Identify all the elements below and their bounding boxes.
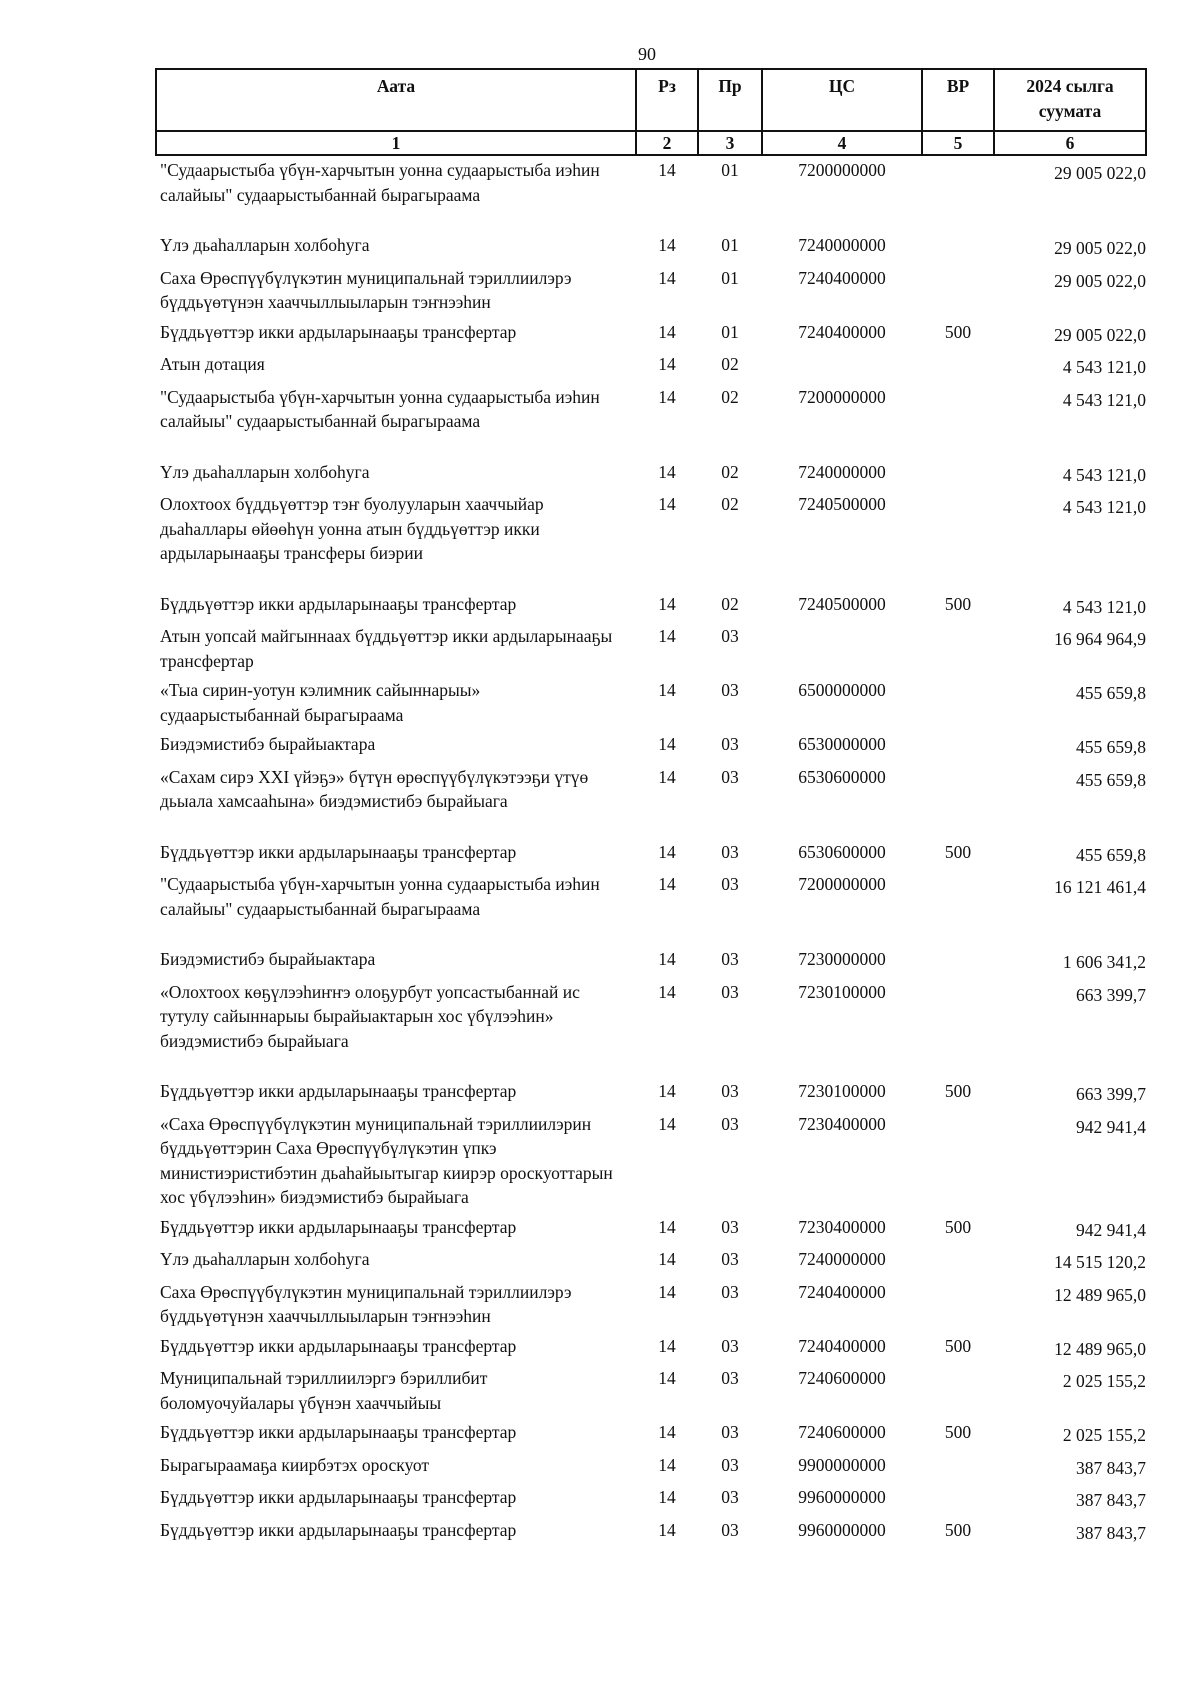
row-vr: [922, 155, 994, 231]
row-name: Үлэ дьаһалларын холбоһуга: [160, 1249, 370, 1269]
row-cs: 7230000000: [798, 949, 886, 969]
row-cs: 7230100000: [798, 981, 886, 1002]
row-cs: 7240400000: [798, 321, 886, 342]
row-vr: [922, 231, 994, 264]
row-pr: 01: [721, 235, 739, 255]
row-pr: 03: [721, 1422, 739, 1442]
row-rz: 14: [658, 494, 676, 514]
row-name: Саха Өрөспүүбүлүкэтин муниципальнай тэриллиилэрэ бүддьүөтүнэн хааччыллыыларын тэҥнээһин: [160, 1281, 572, 1326]
row-name: Биэдэмистибэ бырайыактара: [160, 949, 376, 969]
row-amount: 4 543 121,0: [1062, 596, 1146, 617]
row-vr: 500: [944, 321, 972, 342]
table-row: [156, 1516, 1146, 1549]
row-pr: 03: [721, 1281, 739, 1302]
table-row: [156, 1077, 1146, 1110]
row-name: Үлэ дьаһалларын холбоһуга: [160, 235, 370, 255]
table-row: [156, 350, 1146, 383]
table-row: [156, 838, 1146, 871]
row-pr: 03: [721, 1519, 739, 1540]
row-name: Олохтоох бүддьүөттэр тэҥ буолууларын хааччыйар дьаһаллары өйөөһүн уонна атын бүддьүөттэр икки ардыларынааҕы трансферы биэрии: [160, 494, 544, 563]
row-cs: 7200000000: [798, 386, 886, 407]
table-row: [156, 622, 1146, 676]
table-header: [156, 69, 1146, 155]
row-rz: 14: [658, 626, 676, 646]
row-rz: 14: [658, 680, 676, 700]
row-rz: 14: [658, 321, 676, 342]
row-vr: [922, 350, 994, 383]
row-rz: 14: [658, 1081, 676, 1101]
row-pr: 03: [721, 1081, 739, 1101]
row-amount: 12 489 965,0: [1054, 1338, 1146, 1359]
row-rz: 14: [658, 160, 676, 180]
row-name: Биэдэмистибэ бырайыактара: [160, 734, 376, 754]
row-vr: [922, 383, 994, 458]
table-row: [156, 1332, 1146, 1365]
row-name: "Судаарыстыба үбүн-харчытын уонна судаарыстыба иэһин салайыы" судаарыстыбаннай бырагыраама: [160, 160, 600, 205]
row-cs: 7240500000: [798, 494, 886, 514]
row-vr: 500: [944, 1216, 972, 1237]
row-name: Бүддьүөттэр икки ардыларынааҕы трансфертар: [160, 1216, 517, 1237]
row-pr: 01: [721, 160, 739, 180]
column-number: 5: [922, 131, 994, 155]
header-rz: Рз: [636, 69, 698, 131]
row-rz: 14: [658, 981, 676, 1002]
row-rz: 14: [658, 766, 676, 787]
row-amount: 455 659,8: [1076, 844, 1146, 865]
table-row: [156, 264, 1146, 318]
row-pr: 03: [721, 680, 739, 700]
row-cs: 9960000000: [798, 1487, 886, 1507]
row-vr: [922, 1245, 994, 1278]
row-vr: [922, 870, 994, 945]
row-amount: 12 489 965,0: [1054, 1284, 1146, 1305]
row-vr: [922, 1451, 994, 1484]
row-vr: 500: [944, 841, 972, 862]
row-name: Бүддьүөттэр икки ардыларынааҕы трансфертар: [160, 1335, 517, 1356]
table-row: [156, 730, 1146, 763]
row-cs: 7240600000: [798, 1368, 886, 1388]
table-row: [156, 155, 1146, 231]
row-rz: 14: [658, 1519, 676, 1540]
row-rz: 14: [658, 593, 676, 614]
row-cs: 7240000000: [798, 235, 886, 255]
table-row: [156, 231, 1146, 264]
row-cs: 7200000000: [798, 874, 886, 894]
column-number: 1: [156, 131, 636, 155]
row-vr: [922, 1364, 994, 1418]
row-cs: 7230100000: [798, 1081, 886, 1101]
row-name: Атын дотация: [160, 354, 265, 374]
column-number-row: [156, 131, 1146, 155]
row-name: Бырагыраамаҕа киирбэтэх ороскуот: [160, 1454, 430, 1475]
row-pr: 03: [721, 841, 739, 862]
row-cs: 7230400000: [798, 1113, 886, 1134]
table-body: [156, 155, 1146, 1548]
row-vr: [922, 1110, 994, 1213]
row-name: «Олохтоох көҕүлээһиҥҥэ олоҕурбут уопсастыбаннай ис тутулу сайыннарыы бырайыактарын хос үбүлээһин» биэдэмистибэ бырайыага: [160, 981, 580, 1051]
row-rz: 14: [658, 874, 676, 894]
row-rz: 14: [658, 1281, 676, 1302]
header-name: Аата: [156, 69, 636, 131]
row-amount: 387 843,7: [1076, 1522, 1146, 1543]
row-amount: 14 515 120,2: [1054, 1252, 1146, 1272]
row-vr: 500: [944, 1335, 972, 1356]
table-row: [156, 1483, 1146, 1516]
row-amount: 4 543 121,0: [1062, 497, 1146, 517]
row-name: Үлэ дьаһалларын холбоһуга: [160, 461, 370, 482]
row-cs: 6530000000: [798, 734, 886, 754]
row-pr: 03: [721, 734, 739, 754]
row-name: Бүддьүөттэр икки ардыларынааҕы трансфертар: [160, 1519, 517, 1540]
row-rz: 14: [658, 267, 676, 288]
row-pr: 01: [721, 321, 739, 342]
row-pr: 03: [721, 1335, 739, 1356]
row-amount: 663 399,7: [1076, 1084, 1146, 1104]
row-rz: 14: [658, 1216, 676, 1237]
table-row: [156, 1451, 1146, 1484]
row-vr: [922, 676, 994, 730]
row-vr: [922, 1483, 994, 1516]
row-pr: 03: [721, 766, 739, 787]
row-cs: 7240400000: [798, 1281, 886, 1302]
row-pr: 02: [721, 461, 739, 482]
table-row: [156, 1245, 1146, 1278]
row-name: "Судаарыстыба үбүн-харчытын уонна судаарыстыба иэһин салайыы" судаарыстыбаннай бырагыраама: [160, 386, 600, 431]
row-name: Атын уопсай майгыннаах бүддьүөттэр икки ардыларынааҕы трансфертар: [160, 626, 613, 671]
row-amount: 29 005 022,0: [1054, 270, 1146, 291]
row-cs: 7240600000: [798, 1422, 886, 1442]
row-name: Муниципальнай тэриллиилэргэ бэриллибит боломуочуйалары үбүнэн хааччыйыы: [160, 1368, 488, 1413]
row-rz: 14: [658, 1422, 676, 1442]
table-row: [156, 1364, 1146, 1418]
table-row: [156, 1418, 1146, 1451]
row-name: Бүддьүөттэр икки ардыларынааҕы трансфертар: [160, 321, 517, 342]
row-name: Бүддьүөттэр икки ардыларынааҕы трансфертар: [160, 1487, 517, 1507]
row-rz: 14: [658, 386, 676, 407]
row-rz: 14: [658, 1487, 676, 1507]
page-number: 90: [638, 44, 656, 64]
row-rz: 14: [658, 949, 676, 969]
row-vr: 500: [944, 1081, 972, 1101]
row-cs: 6500000000: [798, 680, 886, 700]
table-row: [156, 978, 1146, 1078]
row-name: Бүддьүөттэр икки ардыларынааҕы трансфертар: [160, 841, 517, 862]
table-row: [156, 458, 1146, 491]
row-vr: [922, 945, 994, 978]
row-amount: 387 843,7: [1076, 1457, 1146, 1478]
row-name: Бүддьүөттэр икки ардыларынааҕы трансфертар: [160, 593, 517, 614]
column-number: 2: [636, 131, 698, 155]
row-pr: 03: [721, 949, 739, 969]
row-pr: 03: [721, 1249, 739, 1269]
row-cs: 6530600000: [798, 766, 886, 787]
row-rz: 14: [658, 1368, 676, 1388]
row-rz: 14: [658, 354, 676, 374]
row-vr: [922, 730, 994, 763]
row-amount: 4 543 121,0: [1062, 389, 1146, 410]
column-number: 6: [994, 131, 1146, 155]
table-row: [156, 1110, 1146, 1213]
row-amount: 16 121 461,4: [1054, 877, 1146, 897]
row-name: "Судаарыстыба үбүн-харчытын уонна судаарыстыба иэһин салайыы" судаарыстыбаннай бырагыраама: [160, 874, 600, 919]
row-amount: 1 606 341,2: [1062, 952, 1146, 972]
row-rz: 14: [658, 1335, 676, 1356]
row-amount: 942 941,4: [1076, 1116, 1146, 1137]
row-amount: 29 005 022,0: [1054, 324, 1146, 345]
row-amount: 387 843,7: [1076, 1490, 1146, 1510]
row-amount: 4 543 121,0: [1062, 357, 1146, 377]
row-vr: [922, 264, 994, 318]
table-row: [156, 590, 1146, 623]
row-vr: [922, 458, 994, 491]
row-amount: 16 964 964,9: [1054, 629, 1146, 649]
row-pr: 03: [721, 626, 739, 646]
row-cs: [762, 622, 922, 676]
row-name: «Саха Өрөспүүбүлүкэтин муниципальнай тэриллиилэрин бүддьүөттэрин Саха Өрөспүүбүлүкэтин үпкэ министиэристибэтин дьаһайыытыгар киирэр ороскуоттарын хос үбүлээһин» биэдэмистибэ бырайыага: [160, 1113, 613, 1207]
row-name: «Тыа сирин-уотун кэлимник сайыннарыы» судаарыстыбаннай бырагыраама: [160, 680, 481, 725]
table-row: [156, 1278, 1146, 1332]
row-rz: 14: [658, 461, 676, 482]
row-amount: 29 005 022,0: [1054, 163, 1146, 183]
row-cs: 9900000000: [798, 1454, 886, 1475]
table-row: [156, 870, 1146, 945]
row-cs: 7230400000: [798, 1216, 886, 1237]
row-rz: 14: [658, 734, 676, 754]
row-vr: [922, 1278, 994, 1332]
row-pr: 03: [721, 981, 739, 1002]
row-pr: 02: [721, 386, 739, 407]
row-rz: 14: [658, 1113, 676, 1134]
row-vr: [922, 763, 994, 838]
row-rz: 14: [658, 1249, 676, 1269]
row-name: «Сахам сирэ XXI үйэҕэ» бүтүн өрөспүүбүлүкэтээҕи үтүө дьыала хамсааһына» биэдэмистибэ бырайыага: [160, 766, 589, 811]
row-rz: 14: [658, 1454, 676, 1475]
row-pr: 03: [721, 874, 739, 894]
row-pr: 02: [721, 354, 739, 374]
row-vr: [922, 978, 994, 1078]
row-cs: 6530600000: [798, 841, 886, 862]
header-cs: ЦС: [762, 69, 922, 131]
row-pr: 01: [721, 267, 739, 288]
row-cs: 7240500000: [798, 593, 886, 614]
row-name: Бүддьүөттэр икки ардыларынааҕы трансфертар: [160, 1081, 517, 1101]
row-cs: 7200000000: [798, 160, 886, 180]
row-amount: 29 005 022,0: [1054, 238, 1146, 258]
column-number: 3: [698, 131, 762, 155]
table-row: [156, 318, 1146, 351]
row-cs: 9960000000: [798, 1519, 886, 1540]
row-amount: 2 025 155,2: [1062, 1371, 1146, 1391]
row-cs: 7240400000: [798, 267, 886, 288]
row-amount: 4 543 121,0: [1062, 464, 1146, 485]
row-pr: 03: [721, 1454, 739, 1475]
row-name: Саха Өрөспүүбүлүкэтин муниципальнай тэриллиилэрэ бүддьүөтүнэн хааччыллыыларын тэҥнээһин: [160, 267, 572, 312]
row-vr: 500: [944, 1422, 972, 1442]
row-pr: 03: [721, 1113, 739, 1134]
header-amount: 2024 сылга суумата: [994, 69, 1146, 131]
row-vr: [922, 622, 994, 676]
row-amount: 942 941,4: [1076, 1219, 1146, 1240]
row-rz: 14: [658, 235, 676, 255]
row-amount: 663 399,7: [1076, 984, 1146, 1005]
row-vr: 500: [944, 593, 972, 614]
row-amount: 455 659,8: [1076, 683, 1146, 703]
table-row: [156, 490, 1146, 590]
row-amount: 455 659,8: [1076, 769, 1146, 790]
table-row: [156, 676, 1146, 730]
row-pr: 03: [721, 1216, 739, 1237]
table-row: [156, 383, 1146, 458]
row-cs: 7240000000: [798, 461, 886, 482]
row-pr: 02: [721, 593, 739, 614]
table-row: [156, 945, 1146, 978]
row-name: Бүддьүөттэр икки ардыларынааҕы трансфертар: [160, 1422, 517, 1442]
header-row: [156, 69, 1146, 131]
row-vr: 500: [944, 1519, 972, 1540]
row-cs: 7240000000: [798, 1249, 886, 1269]
budget-table: [155, 68, 1147, 1548]
row-rz: 14: [658, 841, 676, 862]
row-cs: [762, 350, 922, 383]
row-pr: 02: [721, 494, 739, 514]
row-vr: [922, 490, 994, 590]
row-amount: 2 025 155,2: [1062, 1425, 1146, 1445]
row-pr: 03: [721, 1487, 739, 1507]
header-vr: ВР: [922, 69, 994, 131]
header-pr: Пр: [698, 69, 762, 131]
table-row: [156, 1213, 1146, 1246]
row-amount: 455 659,8: [1076, 737, 1146, 757]
column-number: 4: [762, 131, 922, 155]
table-row: [156, 763, 1146, 838]
row-pr: 03: [721, 1368, 739, 1388]
row-cs: 7240400000: [798, 1335, 886, 1356]
